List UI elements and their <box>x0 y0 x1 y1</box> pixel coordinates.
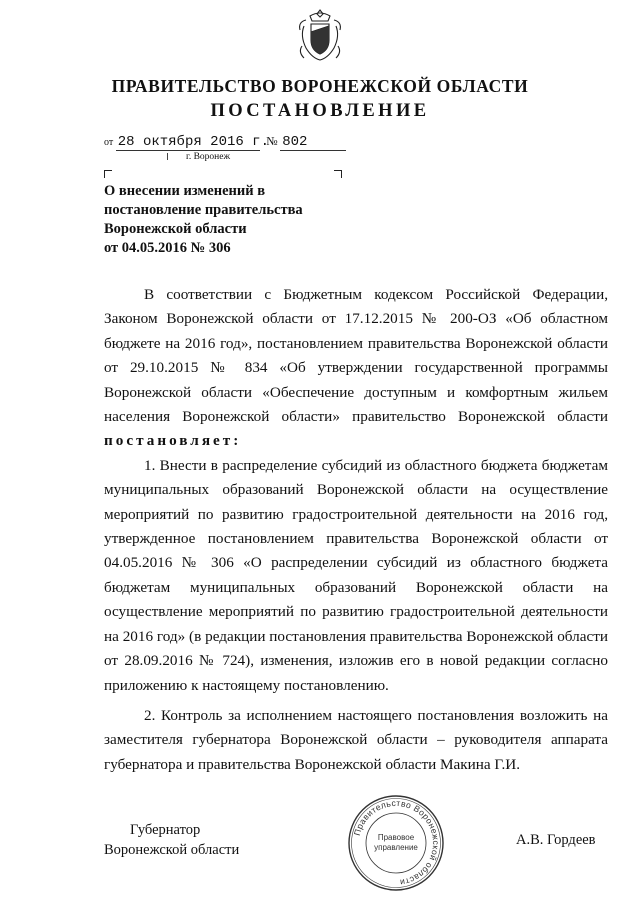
stamp-center-line: Правовое <box>377 833 415 842</box>
subject-corner-left <box>104 170 112 178</box>
preamble-paragraph: В соответствии с Бюджетным кодексом Российской Федерации, Законом Воронежской области от 17.12.2015 № 200-ОЗ «Об областном бюджете на 2016 год», постановлением правительства Воронежской области от 29.10.2015 № 834 «Об утверждении государственной программы Воронежской области «Обеспечение доступным и комфортным жильем населения Воронежской области» правительство Воронежской области <box>104 286 608 426</box>
resolves-word: постановляет: <box>104 432 242 450</box>
document-number: 802 <box>280 134 346 151</box>
signature-position-line: Губернатор <box>130 822 201 838</box>
signature-position-line: Воронежской области <box>104 842 240 858</box>
subject-line: от 04.05.2016 № 306 <box>104 240 231 256</box>
government-title: ПРАВИТЕЛЬСТВО ВОРОНЕЖСКОЙ ОБЛАСТИ <box>111 76 529 96</box>
document-date: 28 октября 2016 г. <box>117 134 269 150</box>
subject-line: Воронежской области <box>104 221 247 237</box>
official-stamp <box>346 793 446 893</box>
subject-corner-right <box>334 170 342 178</box>
document-type-title: ПОСТАНОВЛЕНИЕ <box>210 101 430 121</box>
document-body <box>104 283 608 777</box>
dateline <box>104 134 346 151</box>
number-label: № <box>266 134 278 148</box>
subject-line: О внесении изменений в <box>104 183 266 199</box>
signature-position <box>104 820 239 860</box>
divider <box>167 153 168 160</box>
item-2-paragraph: 2. Контроль за исполнением настоящего постановления возложить на заместителя губернатора Воронежской области – руководителя аппарата губернатора и правительства Воронежской области Макина Г.И. <box>104 706 608 773</box>
from-label: от <box>104 137 114 148</box>
item-1-paragraph: 1. Внести в распределение субсидий из областного бюджета бюджетам муниципальных образований Воронежской области на осуществление мероприятий по развитию градостроительной деятельности на 2016 год, утвержденное постановлением правительства Воронежской области от 04.05.2016 № 306 «О распределении субсидий из областного бюджета бюджетам муниципальных образований Воронежской области на осуществление мероприятий по развитию градостроительной деятельности на 2016 год» (в редакции постановления правительства Воронежской области от 28.09.2016 № 724), изменения, изложив его в новой редакции согласно приложению к настоящему постановлению. <box>104 456 608 694</box>
subject-line: постановление правительства <box>104 202 303 218</box>
signatory-name: А.В. Гордеев <box>516 832 596 848</box>
stamp-ring-text: Правительство Воронежской области <box>351 797 442 888</box>
coat-of-arms-emblem <box>296 6 344 64</box>
city-line <box>167 152 230 162</box>
subject-heading <box>104 182 354 258</box>
stamp-center-line: управление <box>374 843 418 852</box>
city-name: г. Воронеж <box>186 152 231 162</box>
